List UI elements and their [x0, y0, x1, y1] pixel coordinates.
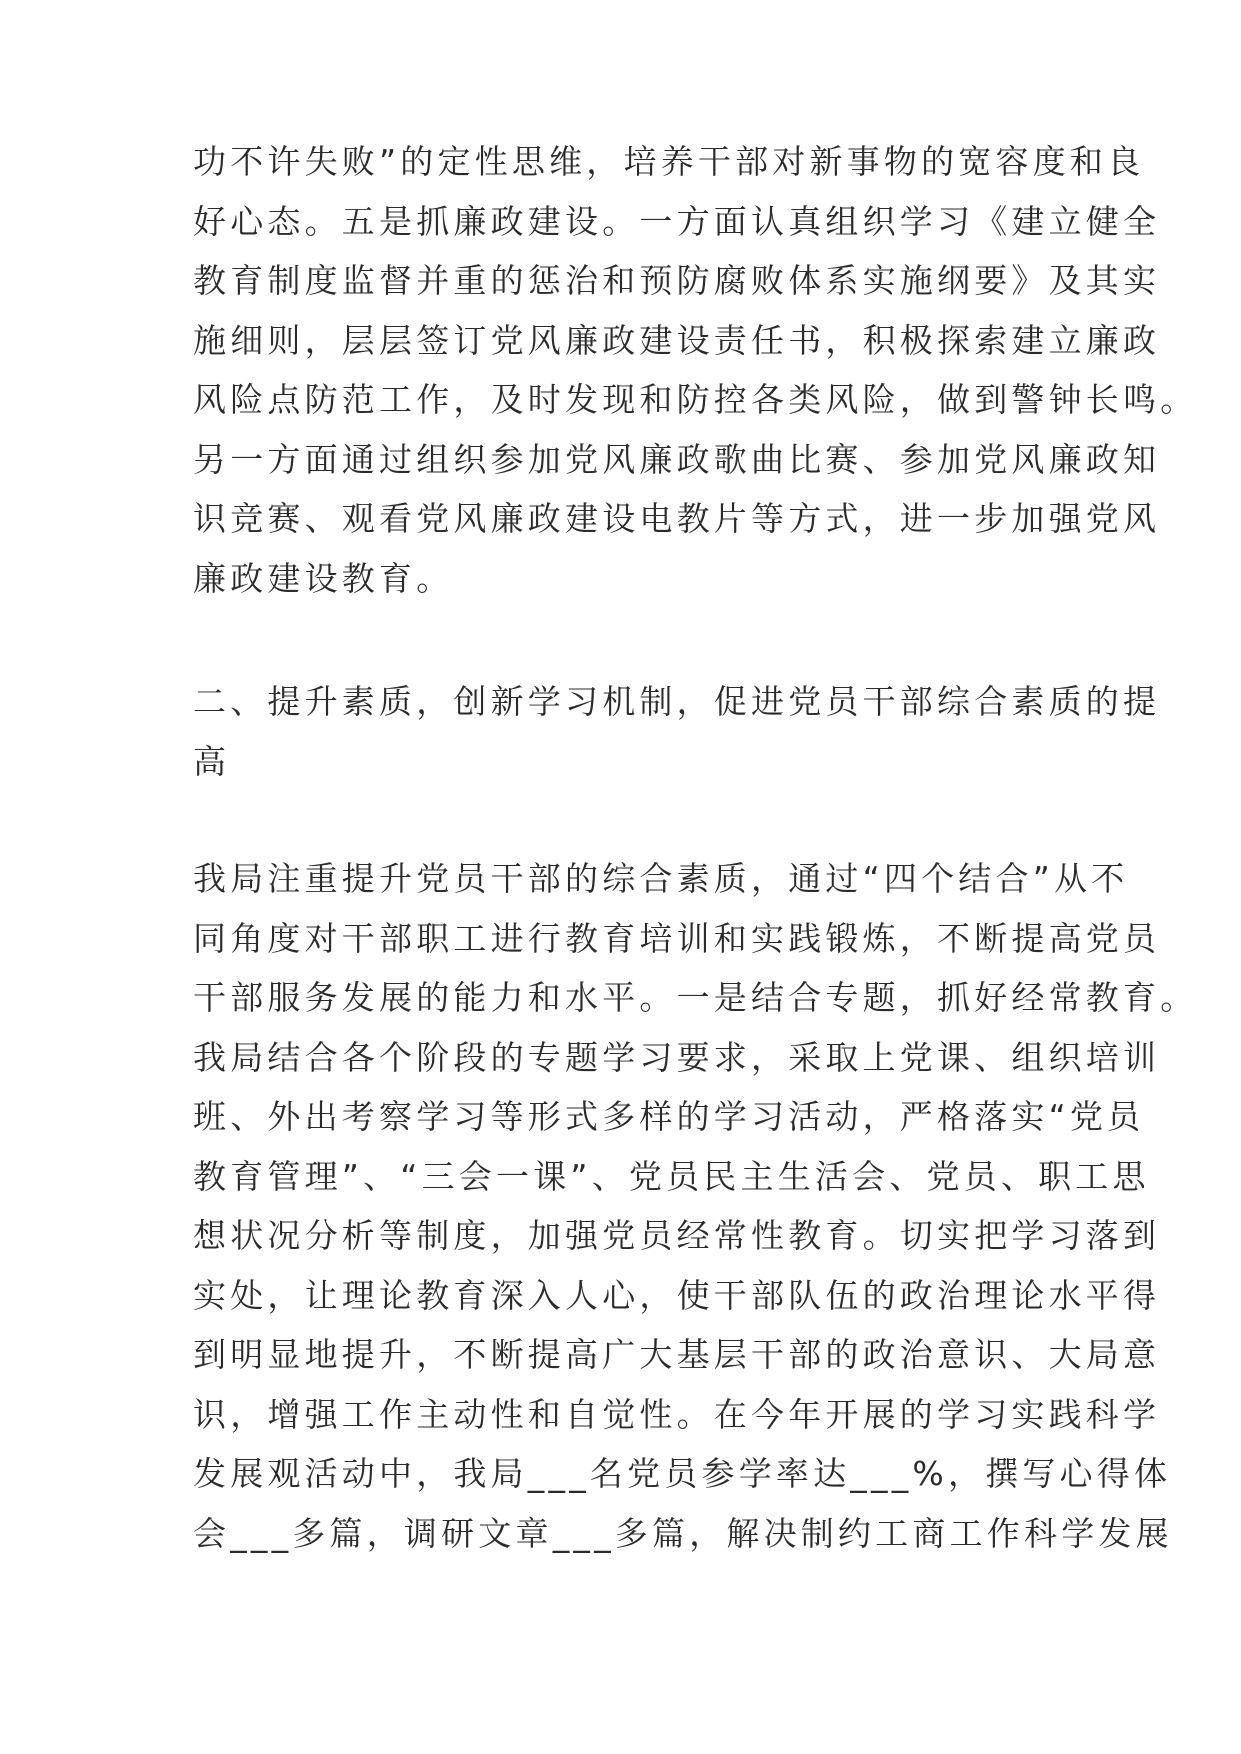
paragraph-spacer: [193, 608, 1055, 672]
heading-line: 高: [193, 741, 231, 781]
text-line: 风险点防范工作，及时发现和防控各类风险，做到警钟长鸣。: [193, 380, 1198, 419]
text-line: 教育制度监督并重的惩治和预防腐败体系实施纲要》及其实: [193, 261, 1161, 300]
text-line: 想状况分析等制度，加强党员经常性教育。切实把学习落到: [193, 1216, 1161, 1255]
text-line: 我局注重提升党员干部的综合素质，通过“四个结合”从不: [193, 859, 1129, 898]
text-line: 班、外出考察学习等形式多样的学习活动，严格落实“党员: [193, 1097, 1145, 1136]
text-line: 另一方面通过组织参加党风廉政歌曲比赛、参加党风廉政知: [193, 439, 1161, 479]
section-heading-2: [193, 672, 1161, 791]
heading-line: 二、提升素质，创新学习机制，促进党员干部综合素质的提: [193, 682, 1161, 721]
paragraph-anti-corruption: [193, 132, 1198, 608]
text-line: 会___多篇，调研文章___多篇，解决制约工商工作科学发展: [193, 1513, 1173, 1553]
text-line: 识竞赛、观看党风廉政建设电教片等方式，进一步加强党风: [193, 499, 1161, 538]
text-line: 同角度对干部职工进行教育培训和实践锻炼，不断提高党员: [193, 918, 1161, 958]
text-line: 我局结合各个阶段的专题学习要求，采取上党课、组织培训: [193, 1037, 1161, 1077]
text-line: 廉政建设教育。: [193, 558, 454, 598]
text-line: 教育管理”、“三会一课”、党员民主生活会、党员、职工思: [193, 1156, 1150, 1196]
text-line: 到明显地提升，不断提高广大基层干部的政治意识、大局意: [193, 1335, 1161, 1374]
text-line: 识，增强工作主动性和自觉性。在今年开展的学习实践科学: [193, 1394, 1161, 1434]
paragraph-quality-improvement: [193, 849, 1198, 1563]
text-line: 实处，让理论教育深入人心，使干部队伍的政治理论水平得: [193, 1275, 1161, 1315]
text-line: 发展观活动中，我局___名党员参学率达___%，撰写心得体: [193, 1454, 1172, 1493]
paragraph-spacer: [193, 791, 1055, 849]
text-line: 好心态。五是抓廉政建设。一方面认真组织学习《建立健全: [193, 201, 1161, 241]
text-line: 功不许失败”的定性思维，培养干部对新事物的宽容度和良: [193, 142, 1145, 181]
document-body: [193, 132, 1198, 1563]
text-line: 施细则，层层签订党风廉政建设责任书，积极探索建立廉政: [193, 320, 1161, 360]
text-line: 干部服务发展的能力和水平。一是结合专题，抓好经常教育。: [193, 978, 1198, 1017]
